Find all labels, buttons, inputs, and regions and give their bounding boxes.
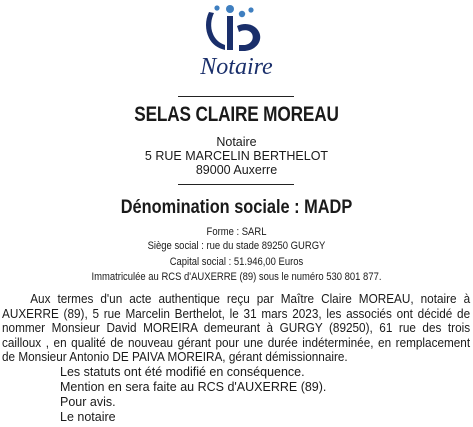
- company-heading: Dénomination sociale : MADP: [120, 197, 353, 218]
- statuts-line: Les statuts ont été modifié en conséquence.: [60, 365, 305, 379]
- company-forme: Forme : SARL: [206, 226, 267, 238]
- pour-avis-line: Pour avis.: [60, 395, 116, 409]
- firm-title: Notaire: [216, 135, 257, 149]
- body-paragraph: Aux termes d'un acte authentique reçu par Maître Claire MOREAU, notaire à AUXERRE (89), 5 rue Marcelin Berthelot, le 31 mars 2023, les associés ont décidé de nommer Monsieur David MOREIRA demeurant à GURGY (89250), 61 rue des trois cailloux , en qualité de nouveau gérant pour une durée indéterminée, en remplacement de Monsieur Antonio DE PAIVA MOREIRA, gérant démissionnaire.: [2, 292, 471, 364]
- notaire-emblem-icon: [195, 4, 275, 56]
- divider: [178, 184, 294, 185]
- signature-line: Le notaire: [60, 410, 116, 424]
- firm-city: 89000 Auxerre: [195, 163, 278, 177]
- notaire-logo-text: Notaire: [200, 54, 273, 80]
- divider: [178, 96, 294, 97]
- company-capital: Capital social : 51.946,00 Euros: [169, 256, 304, 268]
- mention-line: Mention en sera faite au RCS d'AUXERRE (89).: [60, 380, 327, 394]
- company-siege: Siège social : rue du stade 89250 GURGY: [147, 240, 326, 252]
- firm-name: SELAS CLAIRE MOREAU: [134, 103, 339, 126]
- company-rcs: Immatriculée au RCS d'AUXERRE (89) sous le numéro 530 801 877.: [91, 271, 382, 283]
- firm-address: 5 RUE MARCELIN BERTHELOT: [144, 149, 329, 163]
